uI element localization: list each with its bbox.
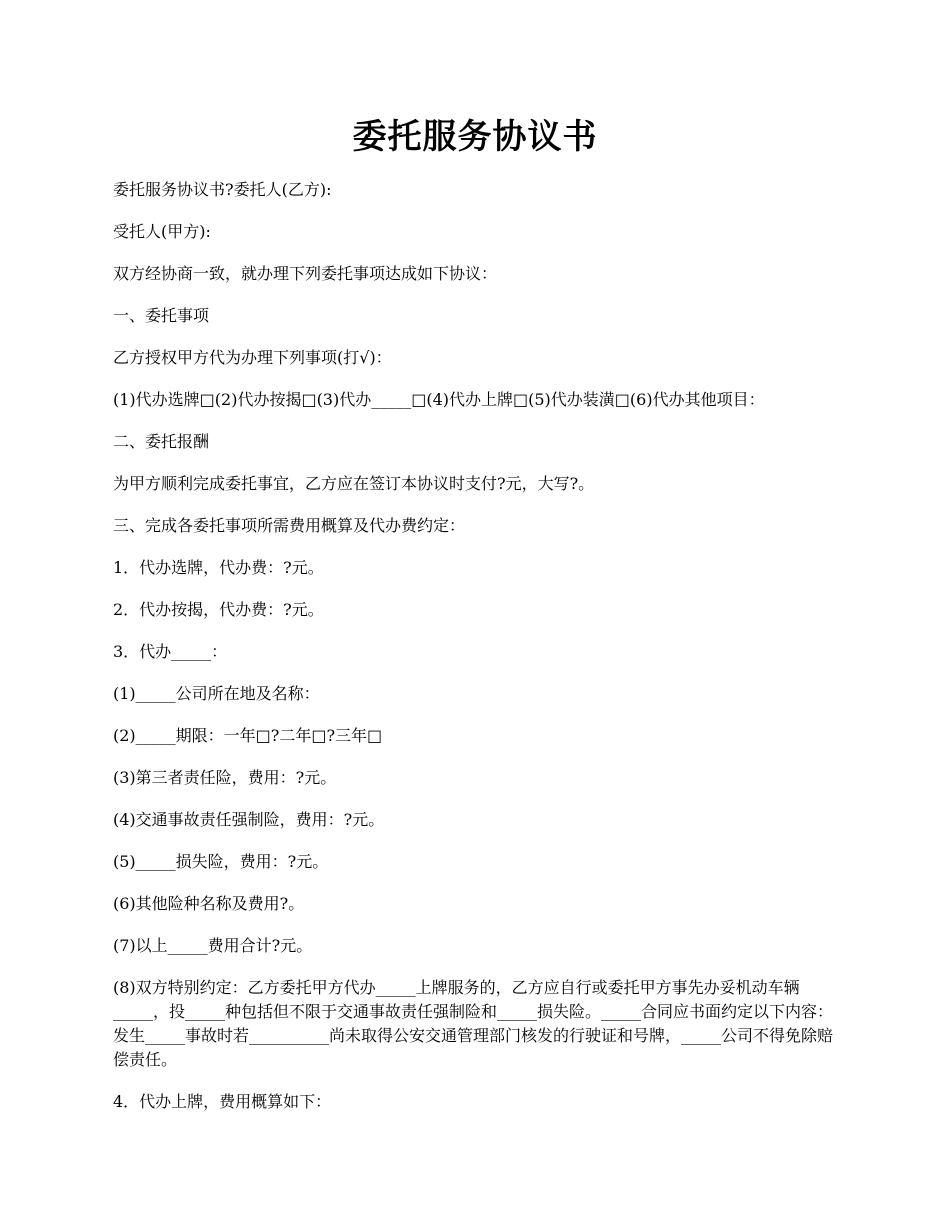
list-item: 1．代办选牌，代办费：?元。 (113, 558, 324, 577)
list-item: 2．代办按揭，代办费：?元。 (113, 600, 324, 619)
section-heading-3: 三、完成各委托事项所需费用概算及代办费约定： (113, 516, 466, 535)
document-title: 委托服务协议书 (352, 117, 598, 157)
list-item: 4．代办上牌，费用概算如下： (113, 1092, 332, 1111)
paragraph-remuneration: 为甲方顺利完成委托事宜，乙方应在签订本协议时支付?元，大写?。 (113, 474, 595, 493)
paragraph-special-agreement: (8)双方特别约定：乙方委托甲方代办_____上牌服务的，乙方应自行或委托甲方事先办妥机动车辆_____，投_____种包括但不限于交通事故责任强制险和_____损失险。_____合同应书面约定以下内容：发生_____事故时若__________尚未取得公安交通管理部门核发的行驶证和号牌，_____公司不得免除赔偿责任。 (113, 978, 834, 1069)
list-item: (7)以上_____费用合计?元。 (113, 936, 313, 955)
paragraph-agreement-intro: 双方经协商一致，就办理下列委托事项达成如下协议： (113, 264, 498, 283)
list-item: (4)交通事故责任强制险，费用：?元。 (113, 810, 385, 829)
paragraph-service-options: (1)代办选牌□(2)代办按揭□(3)代办_____□(4)代办上牌□(5)代办装潢□(6)代办其他项目： (113, 390, 765, 409)
list-item: (1)_____公司所在地及名称： (113, 684, 320, 703)
paragraph-trustee: 受托人(甲方): (113, 222, 211, 241)
list-item: 3．代办_____： (113, 642, 228, 661)
list-item: (2)_____期限：一年□?二年□?三年□ (113, 726, 383, 745)
section-heading-1: 一、委托事项 (113, 306, 210, 325)
document-body (113, 178, 839, 1132)
list-item: (3)第三者责任险，费用：?元。 (113, 768, 337, 787)
section-heading-2: 二、委托报酬 (113, 432, 210, 451)
list-item: (5)_____损失险，费用：?元。 (113, 852, 329, 871)
paragraph-parties-header: 委托服务协议书?委托人(乙方): (113, 180, 332, 199)
list-item: (6)其他险种名称及费用?。 (113, 894, 305, 913)
paragraph-authorization: 乙方授权甲方代为办理下列事项(打√)： (113, 348, 392, 367)
